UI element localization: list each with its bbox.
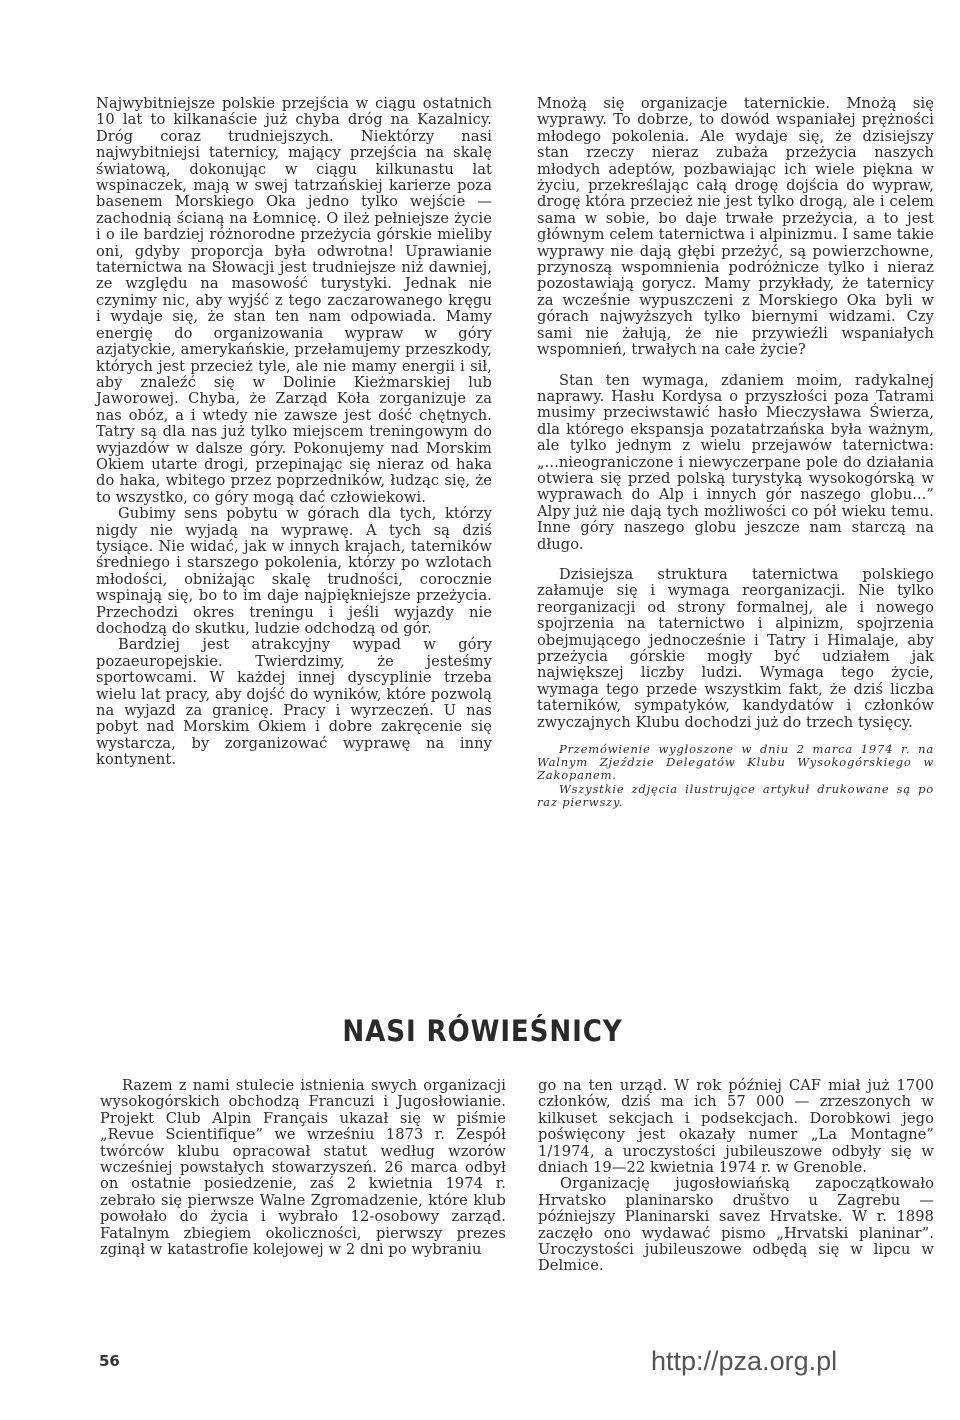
paragraph: Bardziej jest atrakcyjny wypad w góry pozaeuropejskie. Twierdzimy, że jesteśmy sportowcami. W każdej innej dyscyplinie trzeba wielu lat pracy, aby dojść do wyników, które pozwolą na wyjazd za granicę. Pracy i wyrzeczeń. U nas pobyt nad Morskim Okiem i dobre zakręcenie się wystarcza, by zorganizować wyprawę na inny kontynent. — [96, 636, 492, 769]
paragraph: Mnożą się organizacje taternickie. Mnożą się wyprawy. To dobrze, to dowód wspaniałej prężności młodego pokolenia. Ale wydaje się, że dzisiejszy stan rzeczy nieraz zubaża przeżycia naszych młodych adeptów, pozbawiając ich wiele piękna w życiu, przekreślając całą drogę dojścia do wypraw, drogę która przecież nie jest tylko drogą, ale i celem sama w sobie, bo daje trwałe przeżycia, a to jest głównym celem taternictwa i alpinizmu. I same takie wyprawy nie dają głębi przeżyć, są powierzchowne, przynoszą wspomnienia podróżnicze tylko i nieraz pozostawiają gorycz. Mamy przykłady, że taternicy za wcześnie wypuszczeni z Morskiego Oka byli w górach najwyższych tylko biernymi widzami. Czy sami nie żałują, że nie przywieźli wspaniałych wspomnień, trwałych na całe życie? — [537, 95, 934, 359]
footnote-line: Przemówienie wygłoszone w dniu 2 marca 1974 r. na Walnym Zjeździe Delegatów Klubu Wysokogórskiego w Zakopanem. — [537, 742, 934, 783]
paragraph: Najwybitniejsze polskie przejścia w ciągu ostatnich 10 lat to kilkanaście już chyba dróg na Kazalnicy. Dróg coraz trudniejszych. Niektórzy nasi najwybitniejsi taternicy, mający przejścia na skalę światową, dokonując w ciągu kilkunastu lat wspinaczek, mają w swej tatrzańskiej karierze poza basenem Morskiego Oka jedno tylko wejście — zachodnią ścianą na Łomnicę. O ileż pełniejsze życie i o ile bardziej różnorodne przeżycia górskie mieliby oni, gdyby proporcja była odwrotna! Uprawianie taternictwa na Słowacji jest trudniejsze niż dawniej, ze względu na masowość turystyki. Jednak nie czynimy nic, aby wyjść z tego zaczarowanego kręgu i wydaje się, że stan ten nam odpowiada. Mamy energię do organizowania wypraw w góry azjatyckie, amerykańskie, przełamujemy przeszkody, których jest przecież tyle, ale nie mamy energii i sił, aby znaleźć się w Dolinie Kieżmarskiej lub Jaworowej. Chyba, że Zarząd Koła zorganizuje za nas obóz, a i wtedy nie zawsze jest dość chętnych. Tatry są dla nas już tylko miejscem treningowym do wyjazdów w dalsze góry. Pokonujemy nad Morskim Okiem utarte drogi, przepinając się nieraz od haka do haka, wbitego przez poprzedników, łudząc się, że to wszystko, co góry mogą dać człowiekowi. — [96, 95, 492, 506]
source-url: http://pza.org.pl — [651, 1346, 838, 1376]
article-footnote — [537, 743, 934, 809]
paragraph: Gubimy sens pobytu w górach dla tych, którzy nigdy nie wyjadą na wyprawę. A tych są dziś tysiące. Nie widać, jak w innych krajach, taterników średniego i starszego pokolenia, którzy po wzlotach młodości, obniżając skalę trudności, corocznie wspinają się, bo to im daje najpiękniejsze przeżycia. Przechodzi okres treningu i jeśli wyjazdy nie dochodzą do skutku, ludzie odchodzą od gór. — [96, 505, 492, 637]
paragraph: Razem z nami stulecie istnienia swych organizacji wysokogórskich obchodzą Francuzi i Jugosłowianie. Projekt Club Alpin Français ukazał się w piśmie „Revue Scientifique” we wrześniu 1873 r. Zespół twórców klubu opracował statut według wzorów wcześniej powstałych stowarzyszeń. 26 marca odbył on ostatnie posiedzenie, zaś 2 kwietnia 1974 r. zebrało się pierwsze Walne Zgromadzenie, które klub powołało do życia i wybrało 12-osobowy zarząd. Fatalnym zbiegiem okoliczności, pierwszy prezes zginął w katastrofie kolejowej w 2 dni po wybraniu — [100, 1077, 506, 1259]
paragraph: Organizację jugosłowiańską zapoczątkowało Hrvatsko planinarsko društvo u Zagrebu — późniejszy Planinarski savez Hrvatske. W r. 1898 zaczęło ono wydawać pismo „Hrvatski planinar”. Uroczystości jubileuszowe odbędą się w lipcu w Delmice. — [538, 1175, 934, 1275]
paragraph: Stan ten wymaga, zdaniem moim, radykalnej naprawy. Hasłu Kordysa o przyszłości poza Tatrami musimy przeciwstawić hasło Mieczysława Świerza, dla którego ekspansja pozatatrzańska była ważnym, ale tylko jednym z wielu przejawów taternictwa: „...nieograniczone i niewyczerpane pole do działania otwiera się przed polską turystyką wysokogórską w wyprawach do Alp i innych gór naszego globu...” Alpy już nie dają tych możliwości co pół wieku temu. Inne góry naszego globu jeszcze nam starczą na długo. — [537, 371, 934, 553]
section-column-right — [538, 1078, 934, 1275]
paragraph: Dzisiejsza struktura taternictwa polskiego załamuje się i wymaga reorganizacji. Nie tylko reorganizacji od strony formalnej, ale i nowego spojrzenia na taternictwo i alpinizm, spojrzenia obejmującego jednocześnie i Tatry i Himalaje, aby przeżycia górskie mogły być udziałem jak największej liczby ludzi. Wymaga tego życie, wymaga tego przede wszystkim fakt, że dziś liczba taterników, sympatyków, kandydatów i członków zwyczajnych Klubu dochodzi już do trzech tysięcy. — [537, 565, 934, 731]
section-title: NASI RÓWIEŚNICY — [342, 1014, 623, 1048]
page-number: 56 — [99, 1352, 120, 1370]
paragraph: go na ten urząd. W rok później CAF miał już 1700 członków, dziś ma ich 57 000 — zrzeszonych w kilkuset sekcjach i podsekcjach. Dorobkowi jego poświęcony jest okazały numer „La Montagne” 1/1974, a uroczystości jubileuszowe odbyły się w dniach 19—22 kwietnia 1974 r. w Grenoble. — [538, 1077, 934, 1177]
footnote-line: Wszystkie zdjęcia ilustrujące artykuł drukowane są po raz pierwszy. — [537, 781, 934, 809]
section-column-left — [100, 1078, 506, 1258]
article-column-left — [96, 96, 492, 769]
article-column-right — [537, 96, 934, 809]
